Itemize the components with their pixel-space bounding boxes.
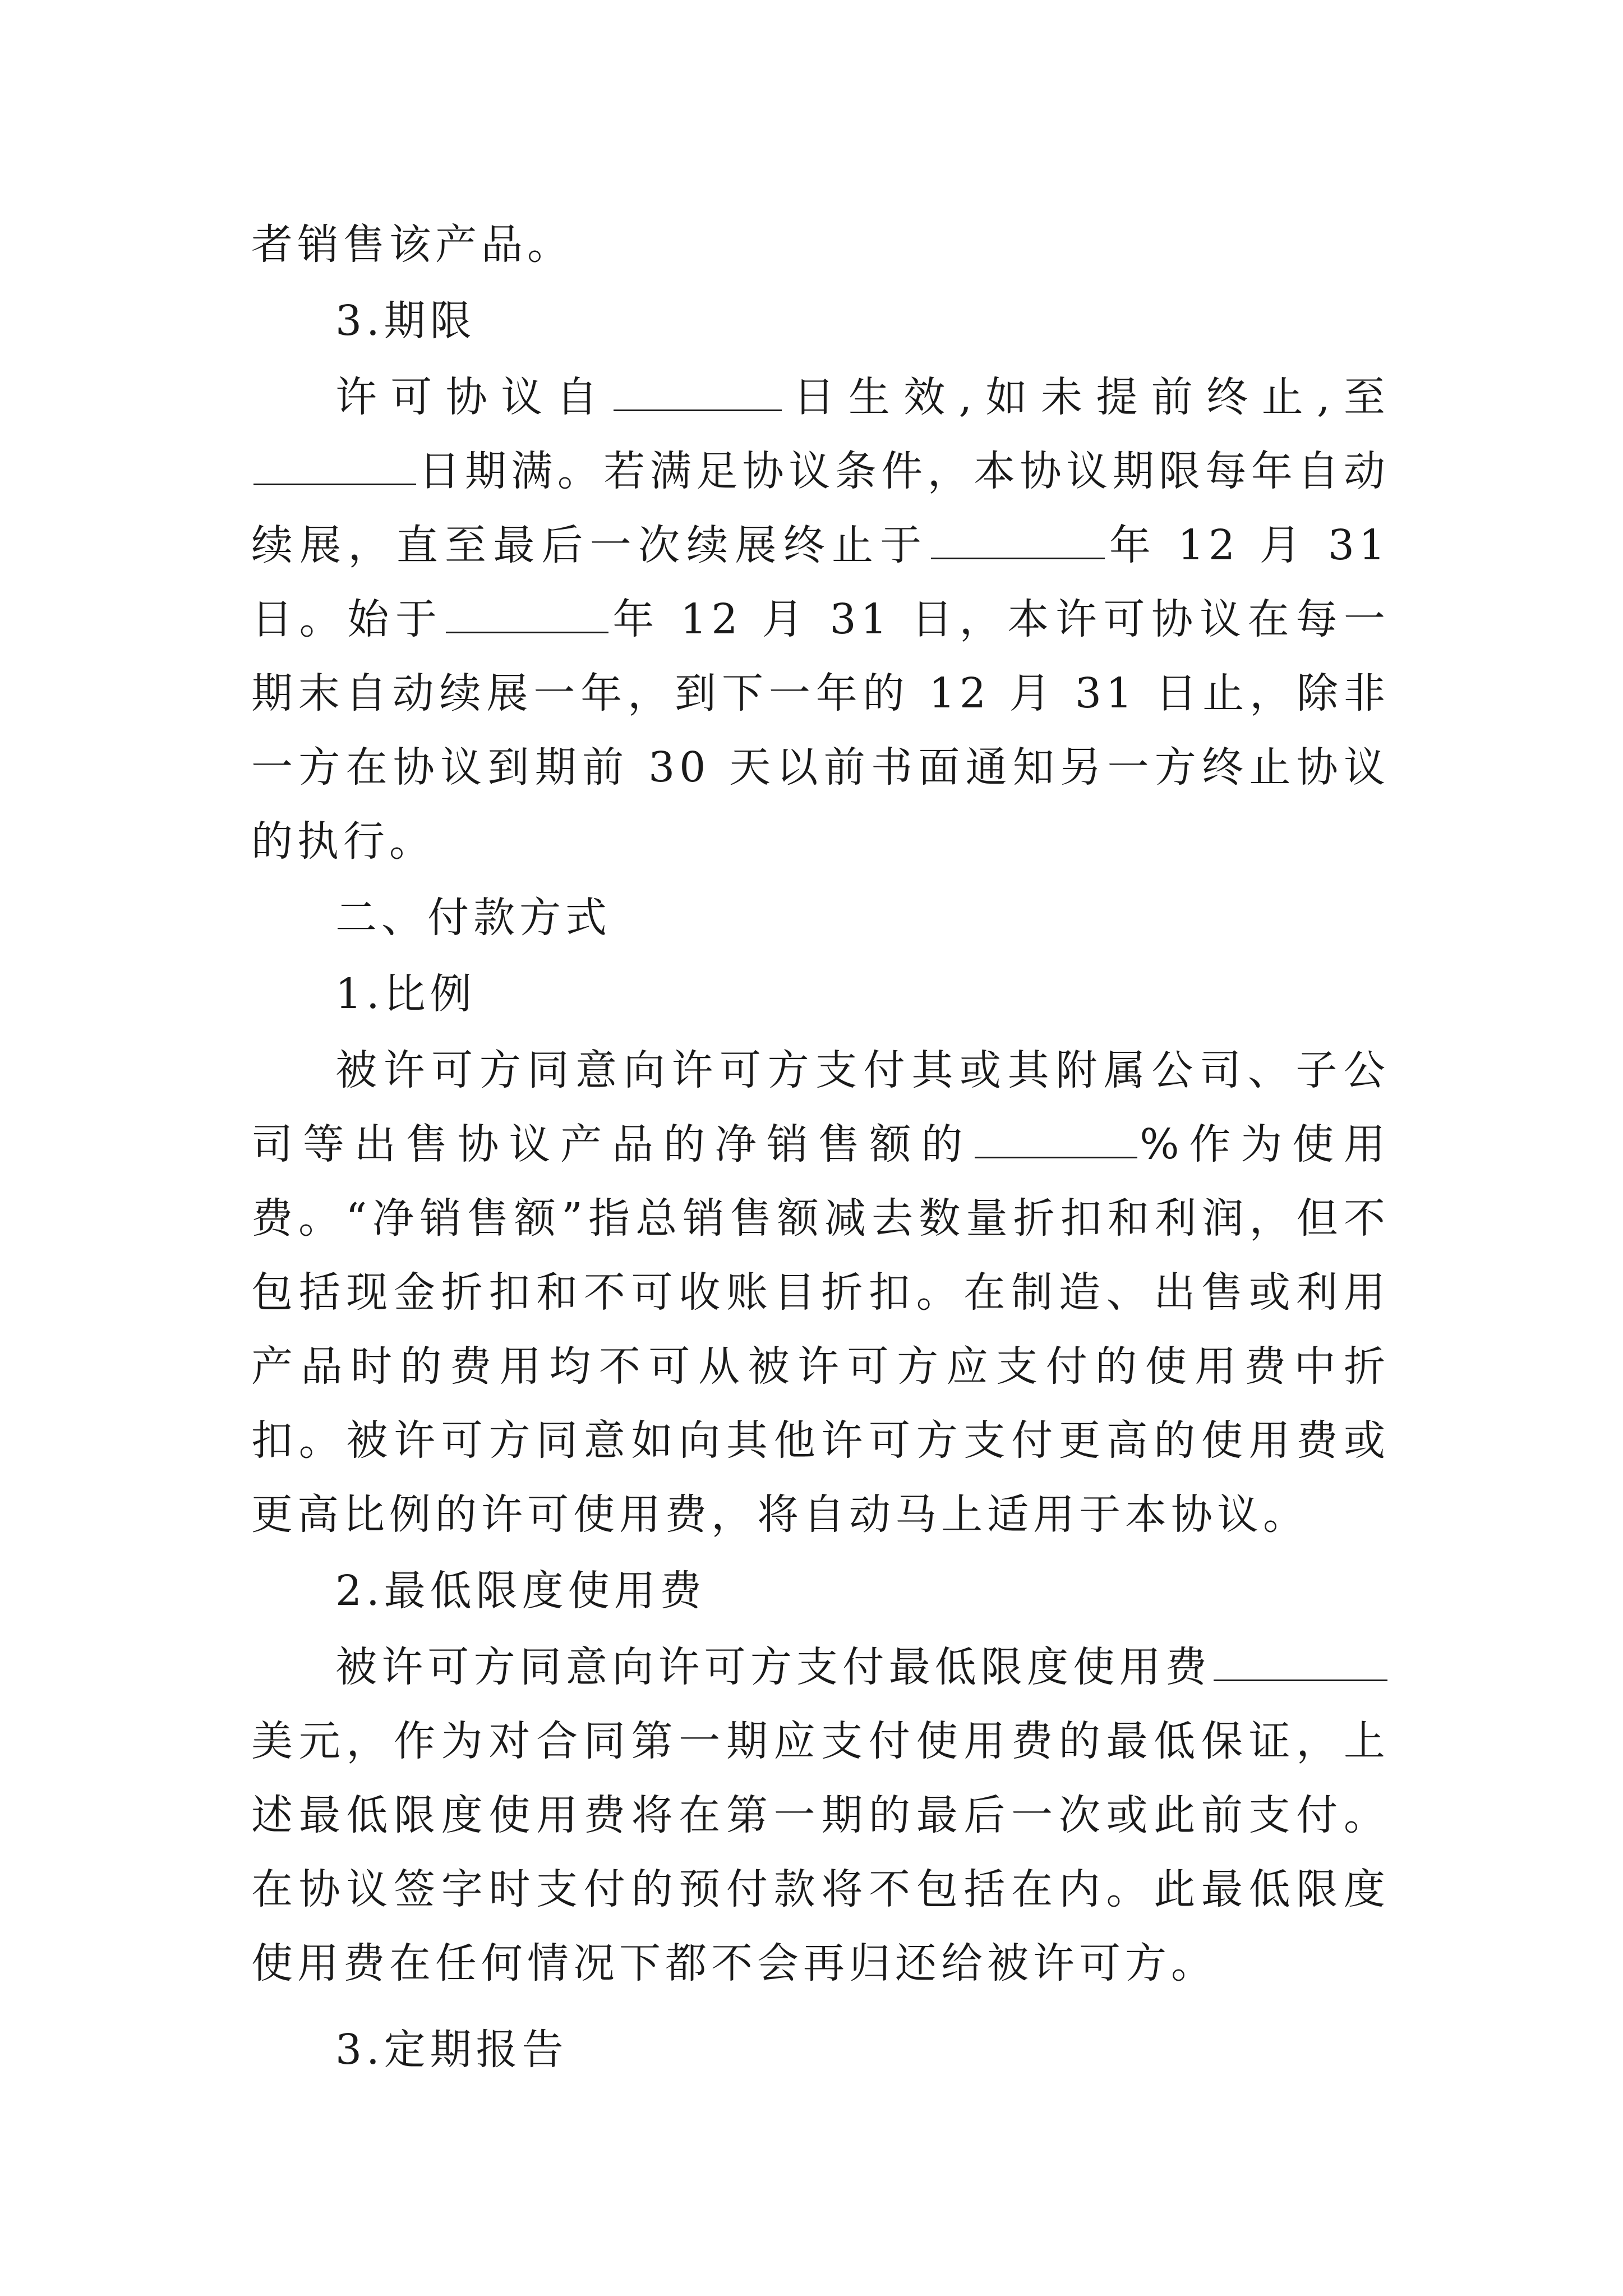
blank-minimum-amount [1214,1645,1387,1681]
blank-final-year [931,523,1105,559]
blank-start-date [614,375,782,411]
heading-periodic-report: 3.定期报告 [335,2026,568,2074]
ratio-text-2: %作为使用费。“净销售额”指总销售额减去数量折扣和利润，但不包括现金折扣和不可收账目折扣。在制造、出售或利用产品时的费用均不可从被许可方应支付的使用费中折扣。被许可方同意如向其他许可方支付更高的使用费或更高比例的许可使用费，将自动马上适用于本协议。 [251,1120,1390,1539]
paragraph-text: 者销售该产品。 [251,220,573,269]
blank-end-date [253,449,416,485]
paragraph-product-sale [251,208,1390,282]
blank-percentage [975,1122,1137,1158]
term-text-4: 年 12 月 31 日。始于 [251,521,1390,643]
paragraph-term [251,360,1390,878]
blank-start-year [446,597,608,633]
term-text-3: 日期满。若满足协议条件，本协议期限每年自动续展，直至最后一次续展终止于 [251,447,1390,569]
min-text-2: 美元，作为对合同第一期应支付使用费的最低保证，上述最低限度使用费将在第一期的最后一次或此前支付。在协议签字时支付的预付款将不包括在内。此最低限度使用费在任何情况下都不会再归还给被许可方。 [251,1717,1390,1987]
heading-minimum-fee: 2.最低限度使用费 [335,1567,706,1615]
heading-ratio: 1.比例 [335,970,476,1018]
min-text-1: 被许可方同意向许可方支付最低限度使用费 [335,1643,1211,1691]
term-text-1: 许可协议自 [335,373,612,421]
heading-payment-method: 二、付款方式 [335,894,611,942]
paragraph-ratio [251,1033,1390,1552]
term-text-2: 日生效,如未提前终止,至 [784,373,1390,421]
paragraph-minimum-fee [251,1630,1390,2000]
document-body [251,208,1390,2087]
ratio-text-1: 被许可方同意向许可方支付其或其附属公司、子公司等出售协议产品的净销售额的 [251,1046,1390,1168]
heading-term: 3.期限 [335,297,476,345]
term-text-5: 年 12 月 31 日，本许可协议在每一期末自动续展一年，到下一年的 12 月 31 日止，除非一方在协议到期前 30 天以前书面通知另一方终止协议的执行。 [251,595,1390,866]
